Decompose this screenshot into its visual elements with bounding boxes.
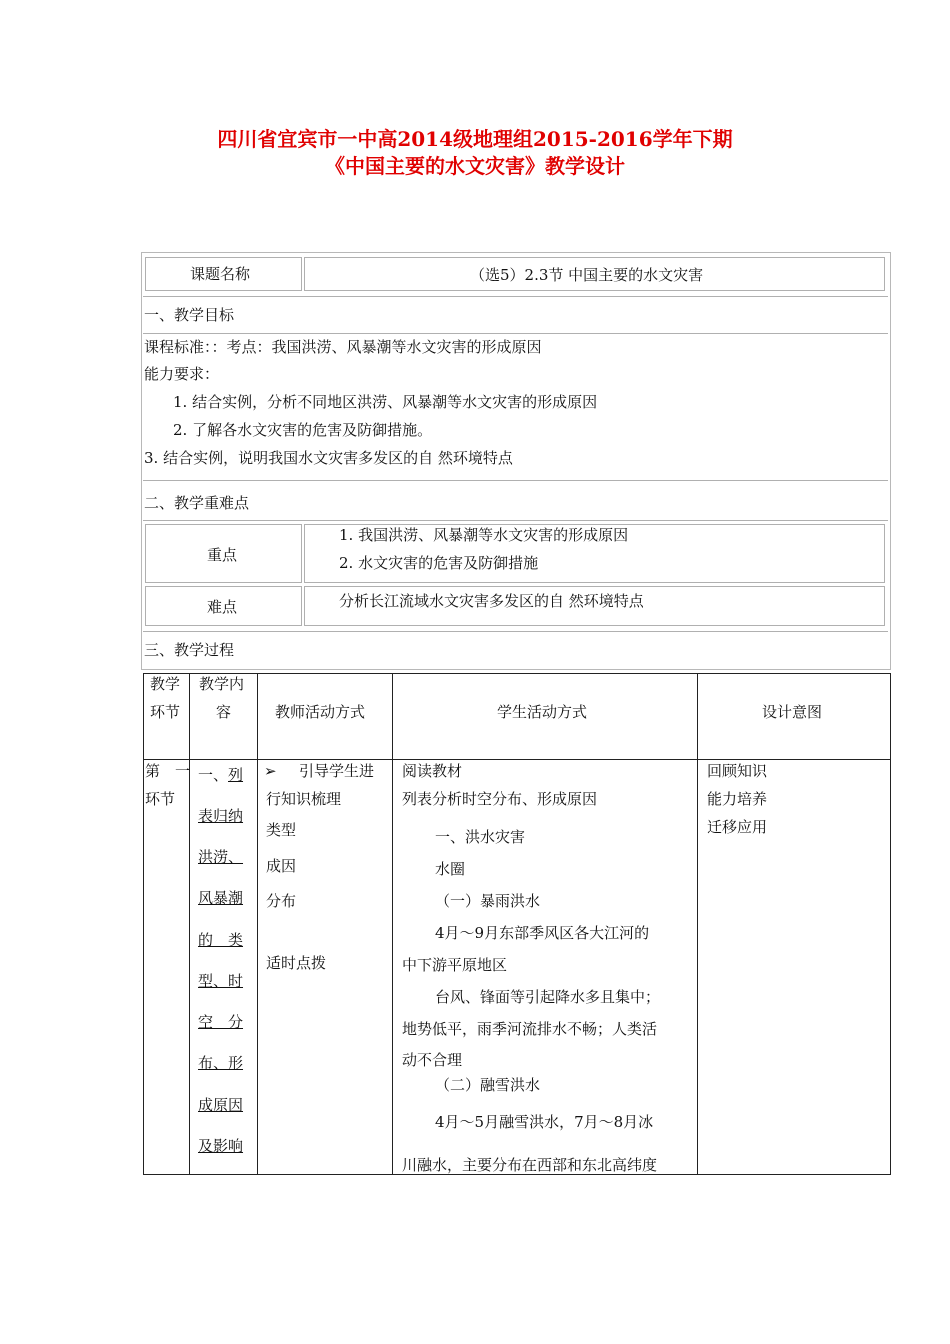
column-divider xyxy=(697,673,698,1175)
intent-line-1: 回顾知识 xyxy=(707,762,768,780)
content-line-4: 风暴潮 xyxy=(198,889,244,907)
column-divider xyxy=(257,673,258,1175)
arrow-bullet-icon: ➢ xyxy=(264,762,277,780)
header-teacher: 教师活动方式 xyxy=(275,703,366,721)
goal-item-2: 2. 了解各水文灾害的危害及防御措施。 xyxy=(173,421,433,439)
topic-label: 课题名称 xyxy=(190,265,251,283)
document-title-line2: 《中国主要的水文灾害》教学设计 xyxy=(325,154,625,178)
header-stage-2: 环节 xyxy=(150,703,181,721)
student-line-11: （二）融雪洪水 xyxy=(435,1076,541,1094)
divider xyxy=(143,631,888,632)
student-line-8: 台风、锋面等引起降水多且集中； xyxy=(435,988,661,1006)
student-line-2: 列表分析时空分布、形成原因 xyxy=(402,790,598,808)
header-content-1: 教学内 xyxy=(199,675,245,693)
teacher-line-5: 分布 xyxy=(266,892,297,910)
divider xyxy=(143,296,888,297)
student-line-7: 中下游平原地区 xyxy=(402,956,508,974)
content-line-3: 洪涝、 xyxy=(198,848,244,866)
header-divider xyxy=(143,759,891,760)
teacher-line-4: 成因 xyxy=(266,857,297,875)
content-line-8: 布、形 xyxy=(198,1054,244,1072)
content-prefix: 一、 xyxy=(198,766,229,784)
document-title-line1: 四川省宜宾市一中高2014级地理组2015-2016学年下期 xyxy=(217,127,733,151)
header-content-2: 容 xyxy=(216,703,232,721)
column-divider xyxy=(189,673,190,1175)
key-item-2: 2. 水文灾害的危害及防御措施 xyxy=(339,554,539,572)
intent-line-3: 迁移应用 xyxy=(707,818,768,836)
teacher-line-2: 行知识梳理 xyxy=(266,790,342,808)
header-stage-1: 教学 xyxy=(150,675,181,693)
student-line-9: 地势低平，雨季河流排水不畅；人类活 xyxy=(402,1020,658,1038)
goal-item-3: 3. 结合实例，说明我国水文灾害多发区的自 然环境特点 xyxy=(144,449,513,467)
header-student: 学生活动方式 xyxy=(497,703,588,721)
topic-value: （选5）2.3节 中国主要的水文灾害 xyxy=(470,266,704,284)
section-objectives: 一、教学目标 xyxy=(144,306,235,324)
content-line-1 xyxy=(198,765,243,785)
student-line-10: 动不合理 xyxy=(402,1051,463,1069)
ability-label: 能力要求： xyxy=(144,365,220,383)
stage-line-1: 第 一 xyxy=(145,762,191,780)
key-label: 重点 xyxy=(207,546,238,564)
teacher-line-3: 类型 xyxy=(266,821,297,839)
divider xyxy=(143,480,888,481)
content-line-5: 的 类 xyxy=(198,931,244,949)
section-process: 三、教学过程 xyxy=(144,641,235,659)
student-line-13: 川融水，主要分布在西部和东北高纬度 xyxy=(402,1156,658,1174)
column-divider xyxy=(392,673,393,1175)
content-line-9: 成原因 xyxy=(198,1096,244,1114)
student-line-4: 水圈 xyxy=(435,860,466,878)
teacher-line-6: 适时点拨 xyxy=(266,954,327,972)
divider xyxy=(143,520,888,521)
content-underlined: 列 xyxy=(228,766,244,784)
student-line-1: 阅读教材 xyxy=(402,762,463,780)
student-line-3: 一、洪水灾害 xyxy=(435,828,526,846)
difficulty-label: 难点 xyxy=(207,598,238,616)
student-line-6: 4月～9月东部季风区各大江河的 xyxy=(435,924,650,942)
intent-line-2: 能力培养 xyxy=(707,790,768,808)
content-line-2: 表归纳 xyxy=(198,807,244,825)
content-line-7: 空 分 xyxy=(198,1013,244,1031)
difficulty-value: 分析长江流域水文灾害多发区的自 然环境特点 xyxy=(339,592,644,610)
teacher-line-1: 引导学生进 xyxy=(299,762,375,780)
content-line-10: 及影响 xyxy=(198,1137,244,1155)
section-key-points: 二、教学重难点 xyxy=(144,494,250,512)
content-line-6: 型、时 xyxy=(198,972,244,990)
key-item-1: 1. 我国洪涝、风暴潮等水文灾害的形成原因 xyxy=(339,526,629,544)
course-standard: 课程标准：：考点：我国洪涝、风暴潮等水文灾害的形成原因 xyxy=(144,338,542,356)
header-intent: 设计意图 xyxy=(762,703,823,721)
student-line-12: 4月～5月融雪洪水，7月～8月冰 xyxy=(435,1113,654,1131)
goal-item-1: 1. 结合实例，分析不同地区洪涝、风暴潮等水文灾害的形成原因 xyxy=(173,393,598,411)
stage-line-2: 环节 xyxy=(145,790,176,808)
divider xyxy=(143,333,888,334)
student-line-5: （一）暴雨洪水 xyxy=(435,892,541,910)
